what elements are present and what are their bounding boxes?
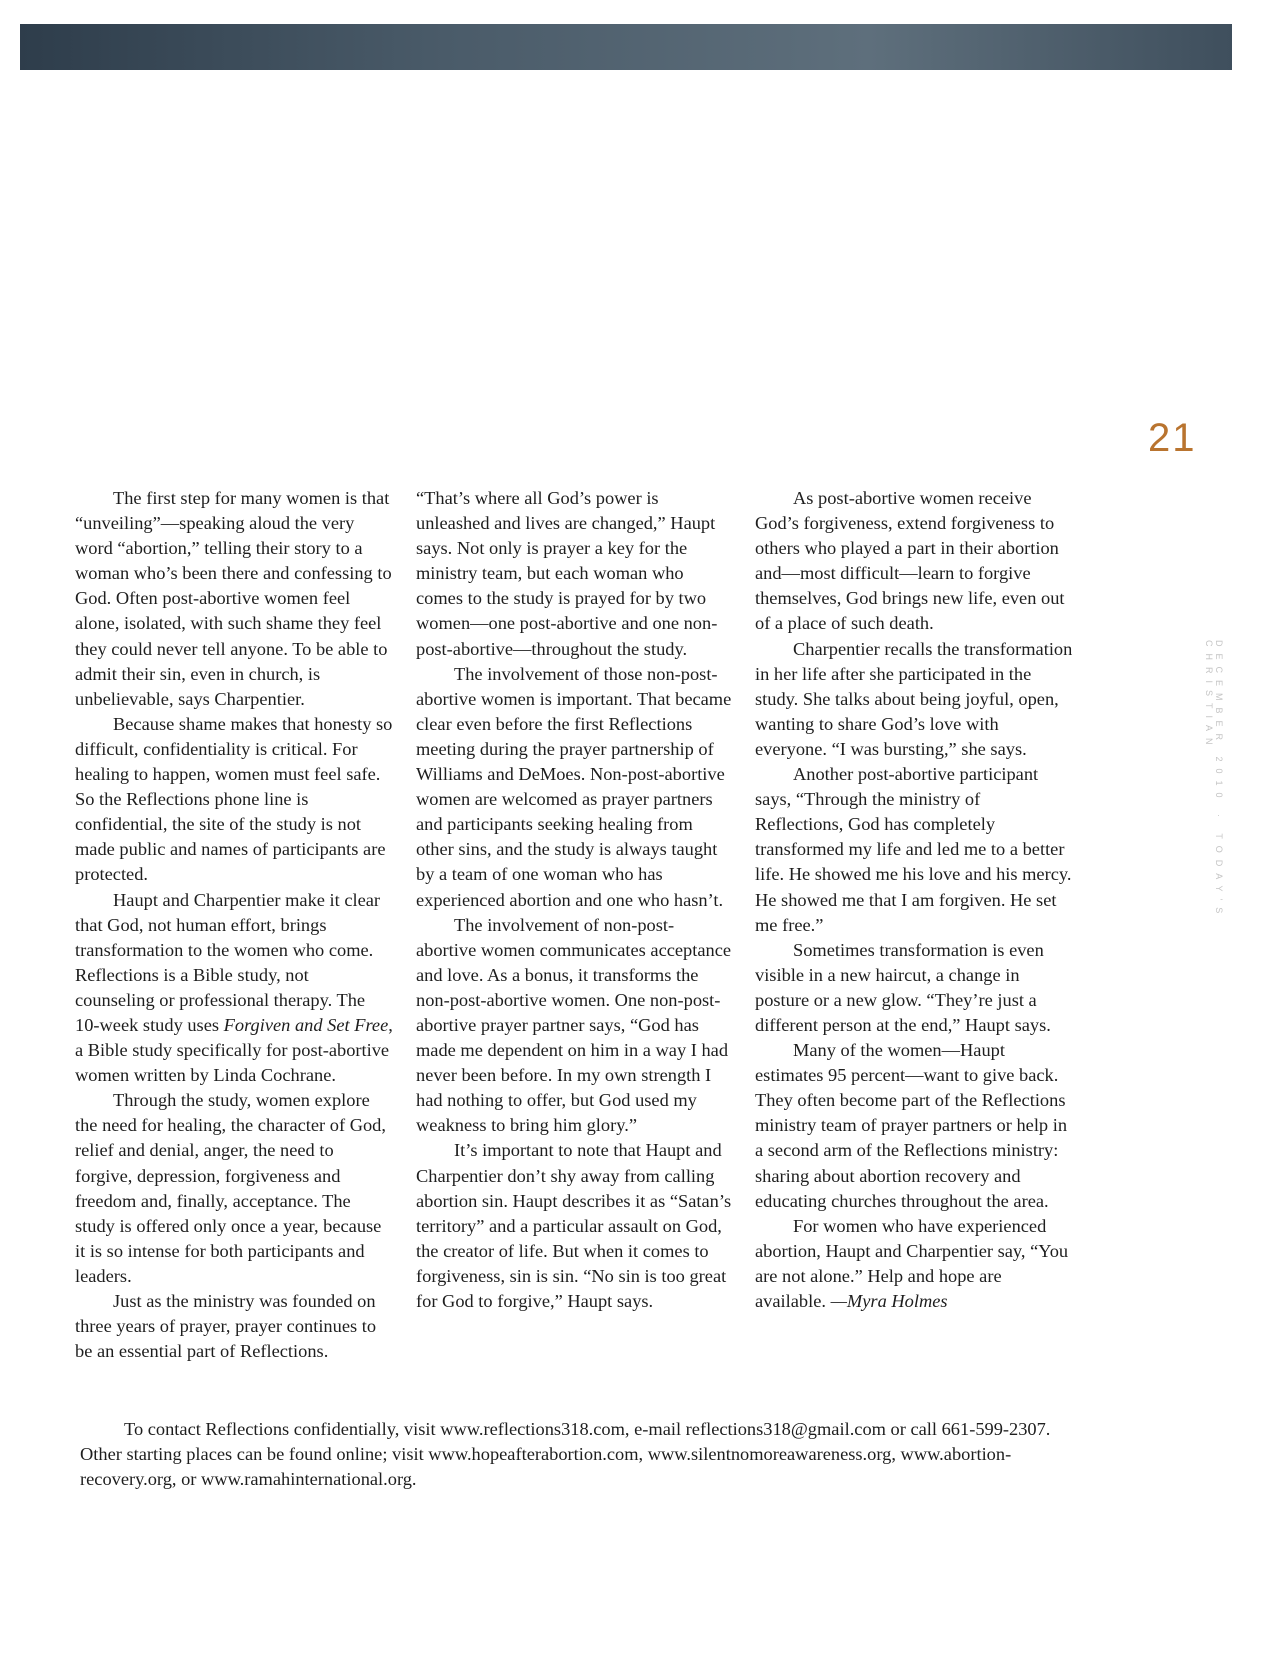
article-column-2 (416, 486, 734, 1314)
paragraph: Many of the women—Haupt estimates 95 percent—want to give back. They often become part of the Reflections ministry team of prayer partners or help in a second arm of the Reflections ministry: sharing about abortion recovery and educating churches throughout the area. (755, 1040, 1068, 1211)
paragraph: Through the study, women explore the need for healing, the character of God, relief and denial, anger, the need to forgive, depression, forgiveness and freedom and, finally, acceptance. The study is offered only once a year, because it is so intense for both participants and leaders. (75, 1090, 386, 1286)
paragraph: It’s important to note that Haupt and Charpentier don’t shy away from calling abortion sin. Haupt describes it as “Satan’s territory” and a particular assault on God, the creator of life. But when it comes to forgiveness, sin is sin. “No sin is too great for God to forgive,” Haupt says. (416, 1140, 732, 1311)
paragraph: Charpentier recalls the transformation in her life after she participated in the study. She talks about being joyful, open, wanting to share God’s love with everyone. “I was bursting,” she says. (755, 638, 1073, 759)
article-column-3 (755, 486, 1073, 1314)
page-number: 21 (1148, 416, 1197, 460)
paragraph: Sometimes transformation is even visible in a new haircut, a change in posture or a new glow. “They’re just a different person at the end,” Haupt says. (755, 939, 1051, 1035)
paragraph: The first step for many women is that “unveiling”—speaking aloud the very word “abortion,” telling their story to a woman who’s been there and confessing to God. Often post-abortive women feel alone, isolated, with such shame they feel they could never tell anyone. To be able to admit their sin, even in church, is unbelievable, says Charpentier. (75, 488, 392, 709)
paragraph: As post-abortive women receive God’s forgiveness, extend forgiveness to others who played a part in their abortion and—most difficult—learn to forgive themselves, God brings new life, even out of a place of such death. (755, 488, 1065, 634)
paragraph (75, 888, 393, 1089)
paragraph: The involvement of non-post-abortive women communicates acceptance and love. As a bonus, it transforms the non-post-abortive women. One non-post-abortive prayer partner says, “God has made me dependent on him in a way I had never been before. In my own strength I had nothing to offer, but God used my weakness to bring him glory.” (416, 914, 732, 1136)
book-title: Forgiven and Set Free (223, 1014, 389, 1035)
paragraph: “That’s where all God’s power is unleashed and lives are changed,” Haupt says. Not only is prayer a key for the ministry team, but each woman who comes to the study is prayed for by two women—one post-abortive and one non-post-abortive—throughout the study. (416, 488, 718, 659)
byline: —Myra Holmes (830, 1291, 948, 1311)
contact-footer (80, 1417, 1080, 1492)
paragraph: Another post-abortive participant says, “Through the ministry of Reflections, God has completely transformed my life and led me to a better life. He showed me his love and his mercy. He showed me that I am forgiven. He set me free.” (755, 764, 1072, 935)
issue-date-vertical: DECEMBER 2010 · TODAY'S CHRISTIAN (1204, 640, 1224, 921)
paragraph (755, 1214, 1073, 1314)
paragraph-text: , a Bible study specifically for post-abortive women written by Linda Cochrane. (75, 1014, 393, 1086)
paragraph: Just as the ministry was founded on three years of prayer, prayer continues to be an essential part of Reflections. (75, 1291, 377, 1362)
header-color-band (20, 24, 1232, 70)
footer-text: To contact Reflections confidentially, visit www.reflections318.com, e-mail reflections318@gmail.com or call 661-599-2307. Other starting places can be found online; visit www.hopeafterabortion.com, www.silentnomoreawareness.org, www.abortion-recovery.org, or www.ramahinternational.org. (80, 1419, 1051, 1490)
paragraph: Because shame makes that honesty so difficult, confidentiality is critical. For healing to happen, women must feel safe. So the Reflections phone line is confidential, the site of the study is not made public and names of participants are protected. (75, 713, 393, 885)
article-column-1 (75, 486, 393, 1364)
paragraph-text: Haupt and Charpentier make it clear that God, not human effort, brings transformation to the women who come. Reflections is a Bible study, not counseling or professional therapy. The 10-week study uses (75, 889, 381, 1035)
paragraph: The involvement of those non-post-abortive women is important. That became clear even before the first Reflections meeting during the prayer partnership of Williams and DeMoes. Non-post-abortive women are welcomed as prayer partners and participants seeking healing from other sins, and the study is always taught by a team of one woman who has experienced abortion and one who hasn’t. (416, 663, 732, 910)
paragraph-text: For women who have experienced abortion, Haupt and Charpentier say, “You are not alone.” Help and hope are available. (755, 1215, 1069, 1311)
